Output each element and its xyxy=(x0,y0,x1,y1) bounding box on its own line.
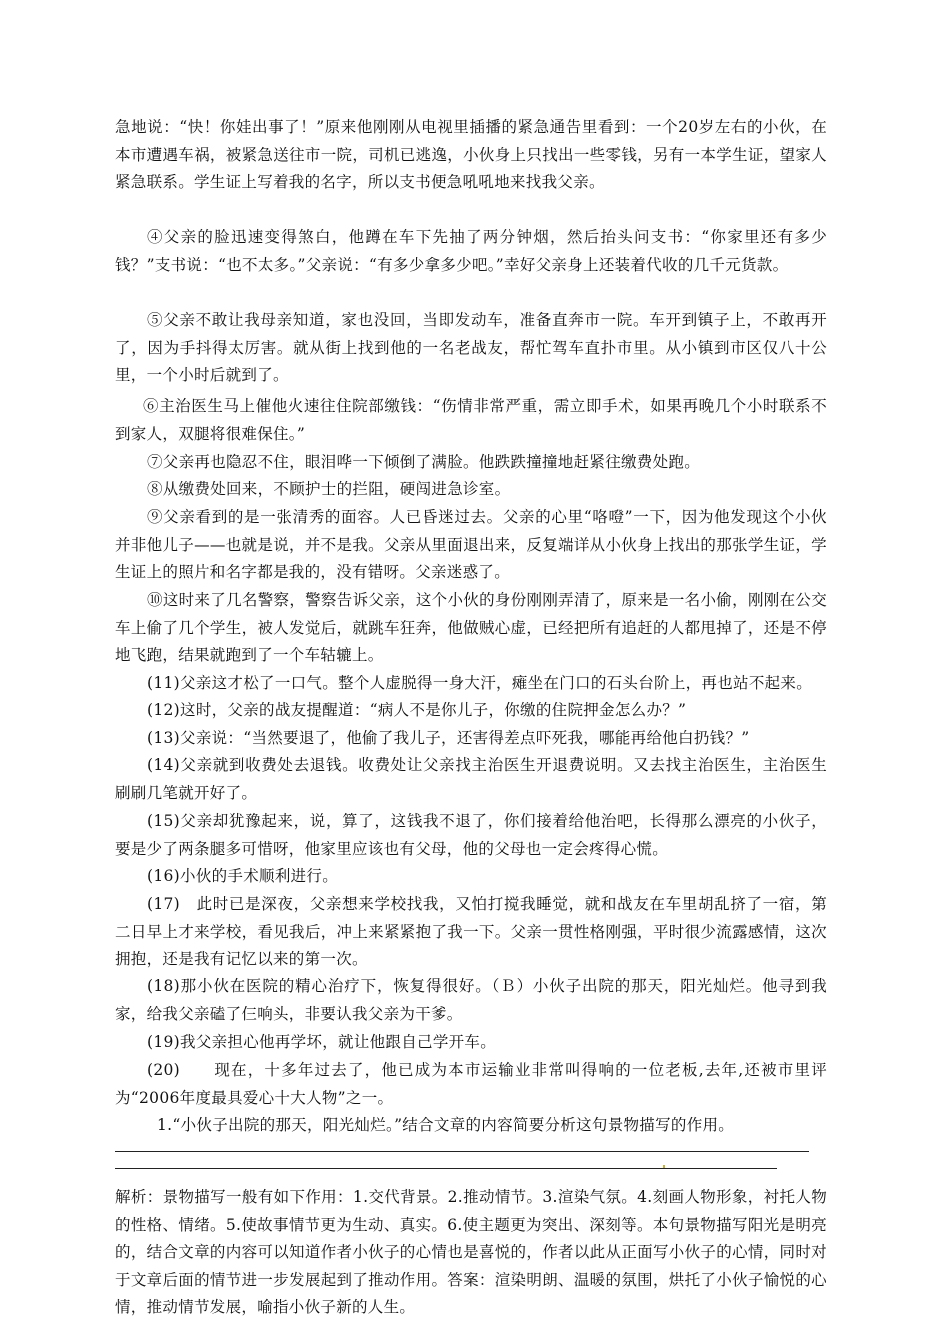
story-paragraph-11: (11)父亲这才松了一口气。整个人虚脱得一身大汗，瘫坐在门口的石头台阶上，再也站不起来。 xyxy=(147,674,813,692)
story-paragraph-20: (20) 现在，十多年过去了，他已成为本市运输业非常叫得响的一位老板,去年,还被市里评为“2006年度最具爱心十大人物”之一。 xyxy=(115,1061,827,1107)
speck-mark xyxy=(663,1165,665,1168)
story-paragraph-7: ⑦父亲再也隐忍不住，眼泪哗一下倾倒了满脸。他跌跌撞撞地赶紧往缴费处跑。 xyxy=(147,453,701,471)
story-paragraph-17: (17) 此时已是深夜，父亲想来学校找我，又怕打搅我睡觉，就和战友在车里胡乱挤了一宿，第二日早上才来学校，看见我后，冲上来紧紧抱了我一下。父亲一贯性格刚强，平时很少流露感情，这次拥抱，还是我有记忆以来的第一次。 xyxy=(115,895,827,968)
story-paragraph-19: (19)我父亲担心他再学坏，就让他跟自己学开车。 xyxy=(147,1033,497,1051)
story-paragraph-18: (18)那小伙在医院的精心治疗下，恢复得很好。（Ｂ）小伙子出院的那天，阳光灿烂。他寻到我家，给我父亲磕了仨响头，非要认我父亲为干爹。 xyxy=(115,977,827,1023)
story-paragraph-4: ④父亲的脸迅速变得煞白，他蹲在车下先抽了两分钟烟，然后抬头问支书：“你家里还有多少钱？”支书说：“也不太多。”父亲说：“有多少拿多少吧。”幸好父亲身上还装着代收的几千元货款。 xyxy=(115,228,827,274)
story-paragraph-16: (16)小伙的手术顺利进行。 xyxy=(147,867,339,885)
answer-line-1 xyxy=(115,1151,809,1152)
story-paragraph-15: (15)父亲却犹豫起来，说，算了，这钱我不退了，你们接着给他治吧，长得那么漂亮的小伙子，要是少了两条腿多可惜呀，他家里应该也有父母，他的父母也一定会疼得心慌。 xyxy=(115,812,827,858)
story-paragraph-continuation: 急地说：“快！你娃出事了！”原来他刚刚从电视里插播的紧急通告里看到：一个20岁左右的小伙，在本市遭遇车祸，被紧急送往市一院，司机已逃逸，小伙身上只找出一些零钱，另有一本学生证，望家人紧急联系。学生证上写着我的名字，所以支书便急吼吼地来找我父亲。 xyxy=(115,118,827,191)
analysis-text: 解析：景物描写一般有如下作用：1.交代背景。2.推动情节。3.渲染气氛。4.刻画人物形象，衬托人物的性格、情绪。5.使故事情节更为生动、真实。6.使主题更为突出、深刻等。本句景物描写阳光是明亮的，结合文章的内容可以知道作者小伙子的心情也是喜悦的，作者以此从正面写小伙子的心情，同时对于文章后面的情节进一步发展起到了推动作用。答案：渲染明朗、温暖的氛围，烘托了小伙子愉悦的心情，推动情节发展，喻指小伙子新的人生。 xyxy=(115,1188,827,1316)
story-paragraph-13: (13)父亲说：“当然要退了，他偷了我儿子，还害得差点吓死我，哪能再给他白扔钱？” xyxy=(147,729,750,747)
question-text: 1.“小伙子出院的那天，阳光灿烂。”结合文章的内容简要分析这句景物描写的作用。 xyxy=(157,1116,735,1134)
story-paragraph-12: (12)这时，父亲的战友提醒道：“病人不是你儿子，你缴的住院押金怎么办？” xyxy=(147,701,687,719)
story-paragraph-6: ⑥主治医生马上催他火速往住院部缴钱：“伤情非常严重，需立即手术，如果再晚几个小时联系不到家人，双腿将很难保住。” xyxy=(115,397,827,443)
story-paragraph-5: ⑤父亲不敢让我母亲知道，家也没回，当即发动车，准备直奔市一院。车开到镇子上，不敢再开了，因为手抖得太厉害。就从街上找到他的一名老战友，帮忙驾车直扑市里。从小镇到市区仅八十公里，一个小时后就到了。 xyxy=(115,311,827,384)
story-paragraph-10: ⑩这时来了几名警察，警察告诉父亲，这个小伙的身份刚刚弄清了，原来是一名小偷，刚刚在公交车上偷了几个学生，被人发觉后，就跳车狂奔，他做贼心虚，已经把所有追赶的人都甩掉了，还是不停地飞跑，结果就跑到了一个车轱辘上。 xyxy=(115,591,827,664)
story-paragraph-9: ⑨父亲看到的是一张清秀的面容。人已昏迷过去。父亲的心里“咯噔”一下，因为他发现这个小伙并非他儿子——也就是说，并不是我。父亲从里面退出来，反复端详从小伙身上找出的那张学生证，学生证上的照片和名字都是我的，没有错呀。父亲迷惑了。 xyxy=(115,508,827,581)
story-paragraph-8: ⑧从缴费处回来，不顾护士的拦阻，硬闯进急诊室。 xyxy=(147,480,511,498)
answer-line-2 xyxy=(115,1168,777,1169)
story-paragraph-14: (14)父亲就到收费处去退钱。收费处让父亲找主治医生开退费说明。又去找主治医生，主治医生刷刷几笔就开好了。 xyxy=(115,756,827,802)
